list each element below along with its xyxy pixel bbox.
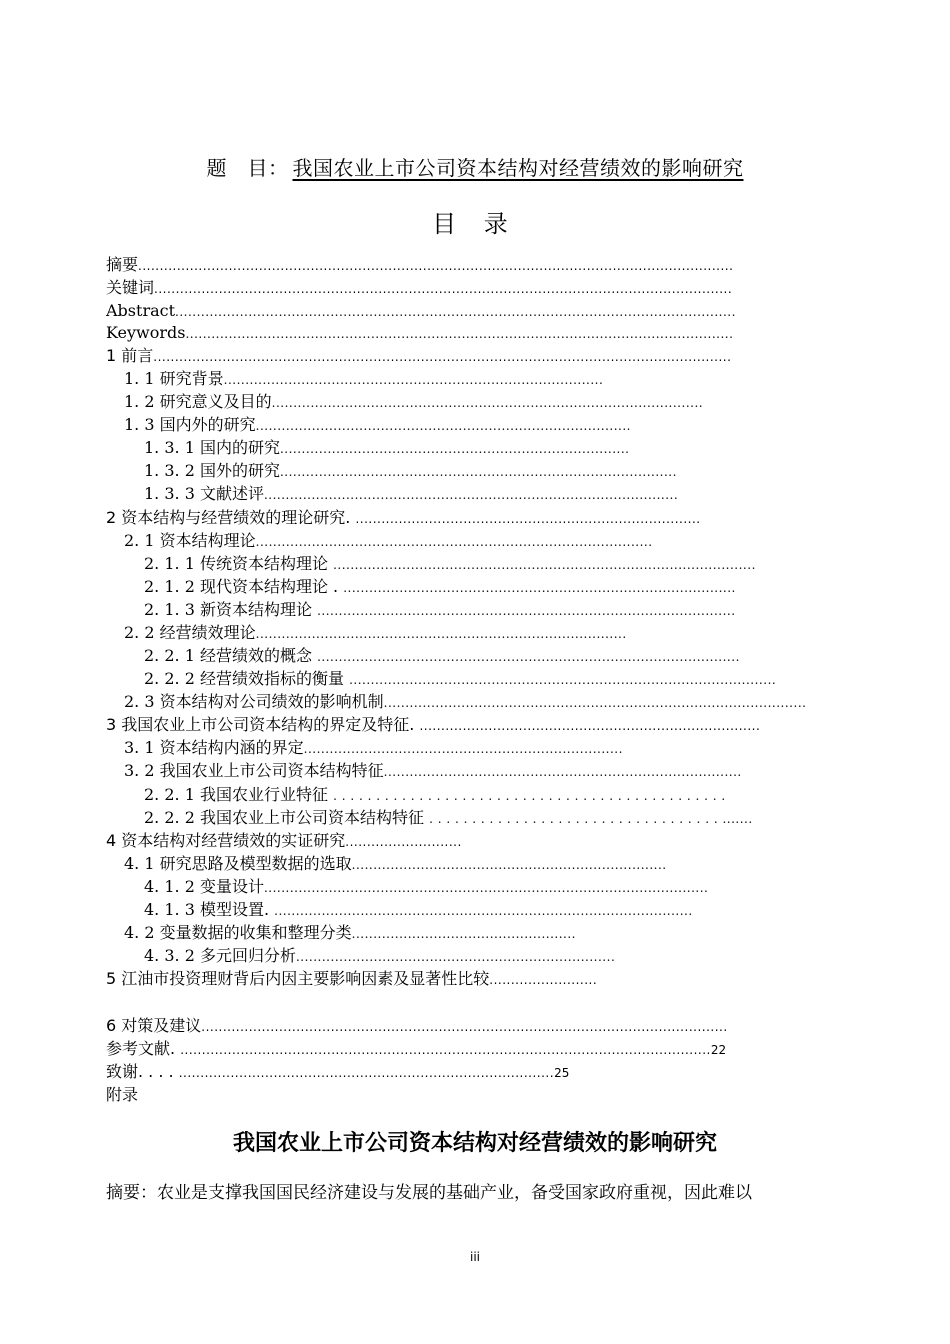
toc-entry: 2. 1. 3 新资本结构理论 ................................................................................................. <box>144 600 736 619</box>
title-label: 题 目： <box>206 156 289 180</box>
page-number: iii <box>469 1250 480 1264</box>
toc-heading: 目 录 <box>432 210 518 238</box>
toc-entry: 附录 <box>106 1085 139 1104</box>
toc-entry: 2. 1. 1 传统资本结构理论 .................................................................................................. <box>144 554 756 573</box>
toc-entry: 2. 2 经营绩效理论...................................................................................... <box>124 623 627 642</box>
toc-entry: Abstract.................................................................................................................................. <box>106 301 736 320</box>
toc-entry: 3. 2 我国农业上市公司资本结构特征................................................................................... <box>124 761 742 780</box>
toc-entry: 1. 3. 1 国内的研究................................................................................. <box>144 438 630 457</box>
toc-entry: 2. 1 资本结构理论............................................................................................ <box>124 531 653 550</box>
toc-entry: 2 资本结构与经营绩效的理论研究. ................................................................................ <box>106 508 701 527</box>
toc-entry: 1. 3. 2 国外的研究............................................................................................ <box>144 461 677 480</box>
toc-entry: 1. 1 研究背景........................................................................................ <box>124 369 604 388</box>
toc-entry: 2. 2. 2 我国农业上市公司资本结构特征 . . . . . . . . . . . . . . . . . . . . . . . . . . . . . . . . . . ....... <box>144 808 753 827</box>
toc-entry: 1 前言...................................................................................................................................... <box>106 346 732 365</box>
toc-entry: 4. 1. 2 变量设计....................................................................................................... <box>144 877 709 896</box>
toc-entry: 2. 3 资本结构对公司绩效的影响机制.................................................................................................. <box>124 692 807 711</box>
paper-title: 我国农业上市公司资本结构对经营绩效的影响研究 <box>232 1131 717 1156</box>
toc-entry: 4. 3. 2 多元回归分析.......................................................................... <box>144 946 616 965</box>
toc-entry: 2. 2. 1 我国农业行业特征 . . . . . . . . . . . . . . . . . . . . . . . . . . . . . . . . . . . . . . . . . . . . . . <box>144 785 726 804</box>
toc-entry: 参考文献. ...........................................................................................................................22 <box>106 1039 727 1058</box>
toc-entry: 2. 2. 2 经营绩效指标的衡量 ................................................................................................... <box>144 669 777 688</box>
toc-entry: 4 资本结构对经营绩效的实证研究........................... <box>106 831 462 850</box>
toc-entry: 摘要.......................................................................................................................................... <box>106 255 734 274</box>
toc-entry: 4. 1 研究思路及模型数据的选取......................................................................... <box>124 854 667 873</box>
toc-entry: 1. 2 研究意义及目的.................................................................................................... <box>124 392 704 411</box>
toc-entry: 4. 1. 3 模型设置. ................................................................................................. <box>144 900 693 919</box>
toc-entry: 关键词...................................................................................................................................... <box>106 278 733 297</box>
toc-entry: 2. 2. 1 经营绩效的概念 .................................................................................................. <box>144 646 740 665</box>
toc-entry: 5 江油市投资理财背后内因主要影响因素及显著性比较......................... <box>106 969 598 988</box>
toc-entry: 3 我国农业上市公司资本结构的界定及特征. ............................................................................... <box>106 715 761 734</box>
toc-entry: 1. 3. 3 文献述评................................................................................................ <box>144 484 679 503</box>
toc-entry: 1. 3 国内外的研究....................................................................................... <box>124 415 631 434</box>
toc-entry: Keywords............................................................................................................................... <box>106 323 734 342</box>
title-text: 我国农业上市公司资本结构对经营绩效的影响研究 <box>292 156 744 180</box>
toc-entry: 致谢. . . . .......................................................................................25 <box>106 1062 570 1081</box>
toc-entry: 2. 1. 2 现代资本结构理论 . ........................................................................................... <box>144 577 736 596</box>
abstract-first-line: 摘要：农业是支撑我国国民经济建设与发展的基础产业，备受国家政府重视，因此难以 <box>106 1183 752 1203</box>
toc-entry: 6 对策及建议.......................................................................................................................... <box>106 1016 728 1035</box>
document-title <box>0 152 950 181</box>
toc-entry: 3. 1 资本结构内涵的界定.......................................................................... <box>124 738 623 757</box>
toc-entry: 4. 2 变量数据的收集和整理分类.................................................... <box>124 923 576 942</box>
